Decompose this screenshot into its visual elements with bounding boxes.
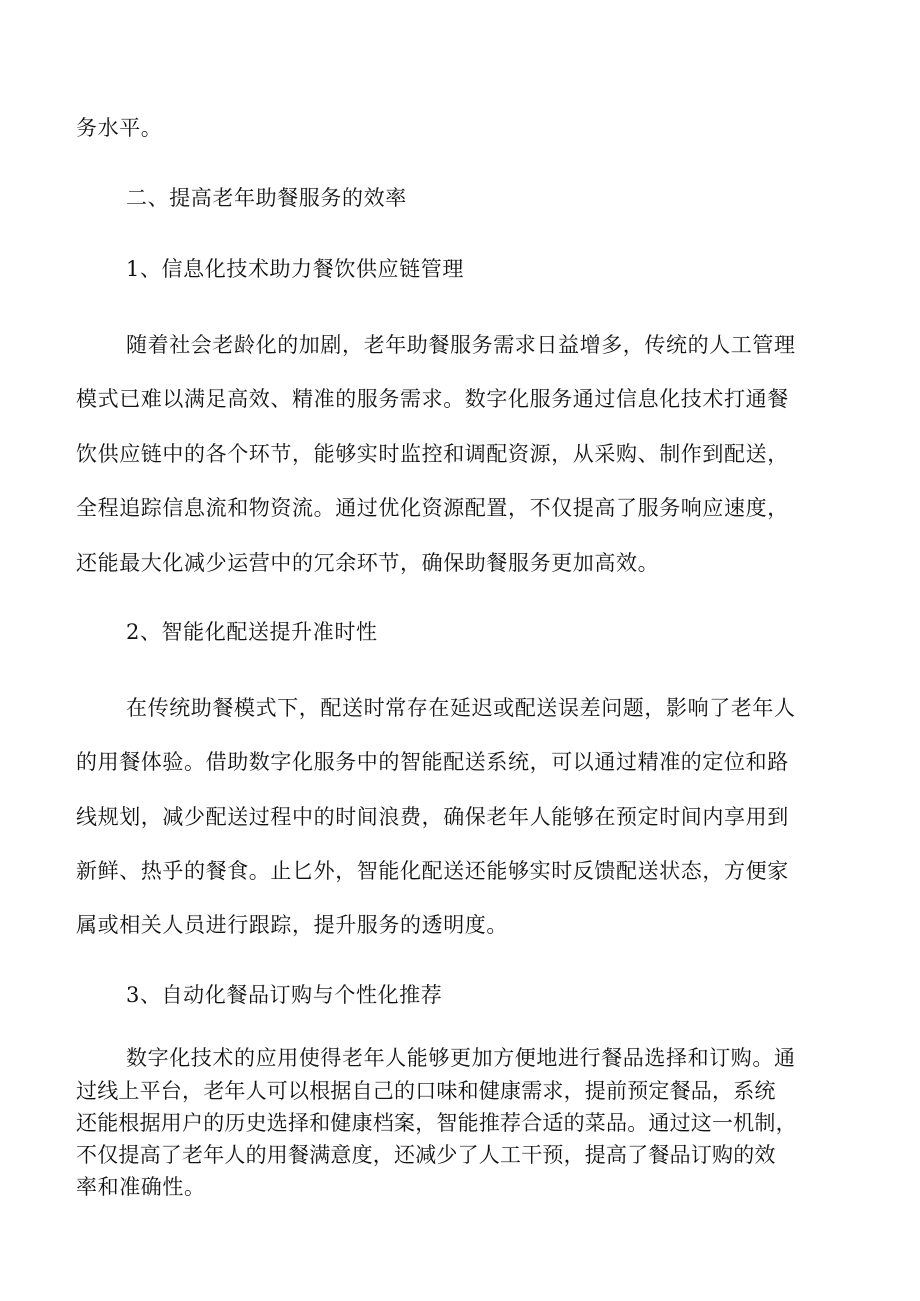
paragraph-1-line: 全程追踪信息流和物资流。通过优化资源配置，不仅提高了服务响应速度， (76, 496, 789, 520)
paragraph-1-line: 还能最大化减少运营中的冗余环节，确保助餐服务更加高效。 (76, 551, 660, 575)
paragraph-3-line: 数字化技术的应用使得老年人能够更加方便地进行餐品选择和订购。通 (126, 1046, 796, 1070)
paragraph-2-line: 线规划，减少配送过程中的时间浪费，确保老年人能够在预定时间内享用到 (76, 805, 789, 829)
paragraph-3-line: 不仅提高了老年人的用餐满意度，还减少了人工干预，提高了餐品订购的效 (76, 1143, 776, 1167)
subsection-heading-3: 3、自动化餐品订购与个性化推荐 (126, 983, 443, 1007)
paragraph-1-line: 随着社会老龄化的加剧，老年助餐服务需求日益增多，传统的人工管理 (126, 333, 796, 357)
paragraph-1-line: 模式已难以满足高效、精准的服务需求。数字化服务通过信息化技术打通餐 (76, 387, 789, 411)
paragraph-3-line: 过线上平台，老年人可以根据自己的口味和健康需求，提前预定餐品，系统 (76, 1079, 776, 1103)
subsection-heading-1: 1、信息化技术助力餐饮供应链管理 (126, 257, 464, 281)
subsection-heading-2: 2、智能化配送提升准时性 (126, 620, 378, 644)
paragraph-2-line: 属或相关人员进行跟踪，提升服务的透明度。 (76, 913, 508, 937)
continuation-text: 务水平。 (76, 116, 163, 140)
section-heading: 二、提高老年助餐服务的效率 (126, 186, 407, 210)
paragraph-2-line: 的用餐体验。借助数字化服务中的智能配送系统，可以通过精准的定位和路 (76, 750, 789, 774)
paragraph-3-line: 还能根据用户的历史选择和健康档案，智能推荐合适的菜品。通过这一机制， (76, 1111, 797, 1135)
paragraph-1-line: 饮供应链中的各个环节，能够实时监控和调配资源，从采购、制作到配送， (76, 442, 789, 466)
paragraph-2-line: 在传统助餐模式下，配送时常存在延迟或配送误差问题，影响了老年人 (126, 696, 796, 720)
paragraph-3-line: 率和准确性。 (76, 1175, 206, 1199)
paragraph-2-line: 新鲜、热乎的餐食。止匕外，智能化配送还能够实时反馈配送状态，方便家 (76, 859, 789, 883)
